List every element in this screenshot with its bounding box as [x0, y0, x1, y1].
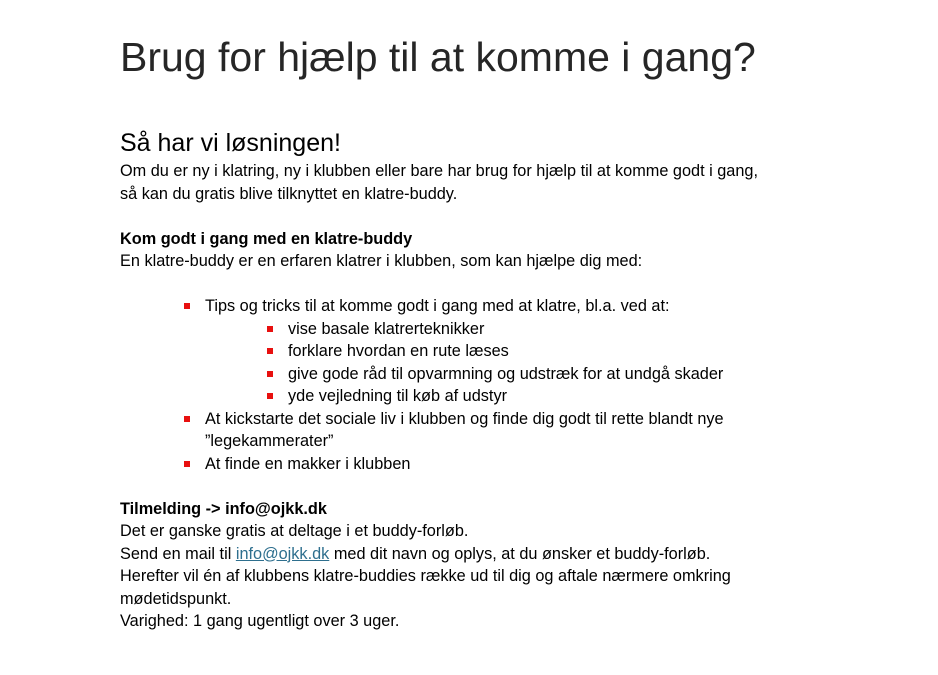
square-bullet-icon	[267, 393, 273, 399]
list-item-label-continued: ”legekammerater”	[205, 432, 334, 450]
sub-list-item	[267, 385, 840, 408]
sub-list-item	[267, 340, 840, 363]
list-item-label: At kickstarte det sociale liv i klubben og finde dig godt til rette blandt nye	[205, 409, 724, 428]
sub-list-item	[267, 363, 840, 386]
sub-list	[267, 318, 840, 408]
sub-list-item-label: forklare hvordan en rute læses	[288, 342, 509, 360]
list-item	[184, 408, 840, 453]
page-title: Brug for hjælp til at komme i gang?	[120, 34, 756, 80]
square-bullet-icon	[267, 348, 273, 354]
list-item-label: At finde en makker i klubben	[205, 454, 411, 473]
square-bullet-icon	[267, 326, 273, 332]
benefits-list	[184, 295, 840, 475]
sub-list-item-label: yde vejledning til køb af udstyr	[288, 387, 508, 405]
spacer	[120, 475, 840, 498]
sub-list-item-label: vise basale klatrerteknikker	[288, 319, 485, 338]
spacer	[120, 205, 840, 228]
signup-line-2	[120, 543, 840, 566]
list-item-label: Tips og tricks til at komme godt i gang med at klatre, bl.a. ved at:	[205, 297, 670, 315]
email-link[interactable]: info@ojkk.dk	[235, 544, 330, 563]
sub-list-item-label: give gode råd til opvarmning og udstræk for at undgå skader	[288, 364, 724, 383]
document-body	[120, 126, 840, 633]
section-heading-signup: Tilmelding -> info@ojkk.dk	[120, 499, 327, 518]
square-bullet-icon	[184, 303, 190, 309]
intro-line-2: så kan du gratis blive tilknyttet en klatre-buddy.	[120, 184, 458, 203]
square-bullet-icon	[184, 416, 190, 422]
signup-line-1: Det er ganske gratis at deltage i et buddy-forløb.	[120, 522, 469, 540]
square-bullet-icon	[267, 371, 273, 377]
square-bullet-icon	[184, 461, 190, 467]
list-item	[184, 295, 840, 408]
signup-line-3: Herefter vil én af klubbens klatre-buddies række ud til dig og aftale nærmere omkring	[120, 567, 731, 585]
section-text-buddy: En klatre-buddy er en erfaren klatrer i klubben, som kan hjælpe dig med:	[120, 252, 643, 270]
sub-list-item	[267, 318, 840, 341]
signup-line-4: mødetidspunkt.	[120, 589, 232, 608]
intro-line-1: Om du er ny i klatring, ny i klubben eller bare har brug for hjælp til at komme godt i gang,	[120, 162, 758, 180]
subtitle: Så har vi løsningen!	[120, 129, 341, 157]
signup-line-2-prefix: Send en mail til	[120, 544, 236, 563]
spacer	[120, 273, 840, 296]
duration-line: Varighed: 1 gang ugentligt over 3 uger.	[120, 612, 400, 630]
signup-line-2-suffix: med dit navn og oplys, at du ønsker et buddy-forløb.	[329, 544, 711, 563]
section-heading-buddy: Kom godt i gang med en klatre-buddy	[120, 229, 413, 248]
list-item	[184, 453, 840, 476]
